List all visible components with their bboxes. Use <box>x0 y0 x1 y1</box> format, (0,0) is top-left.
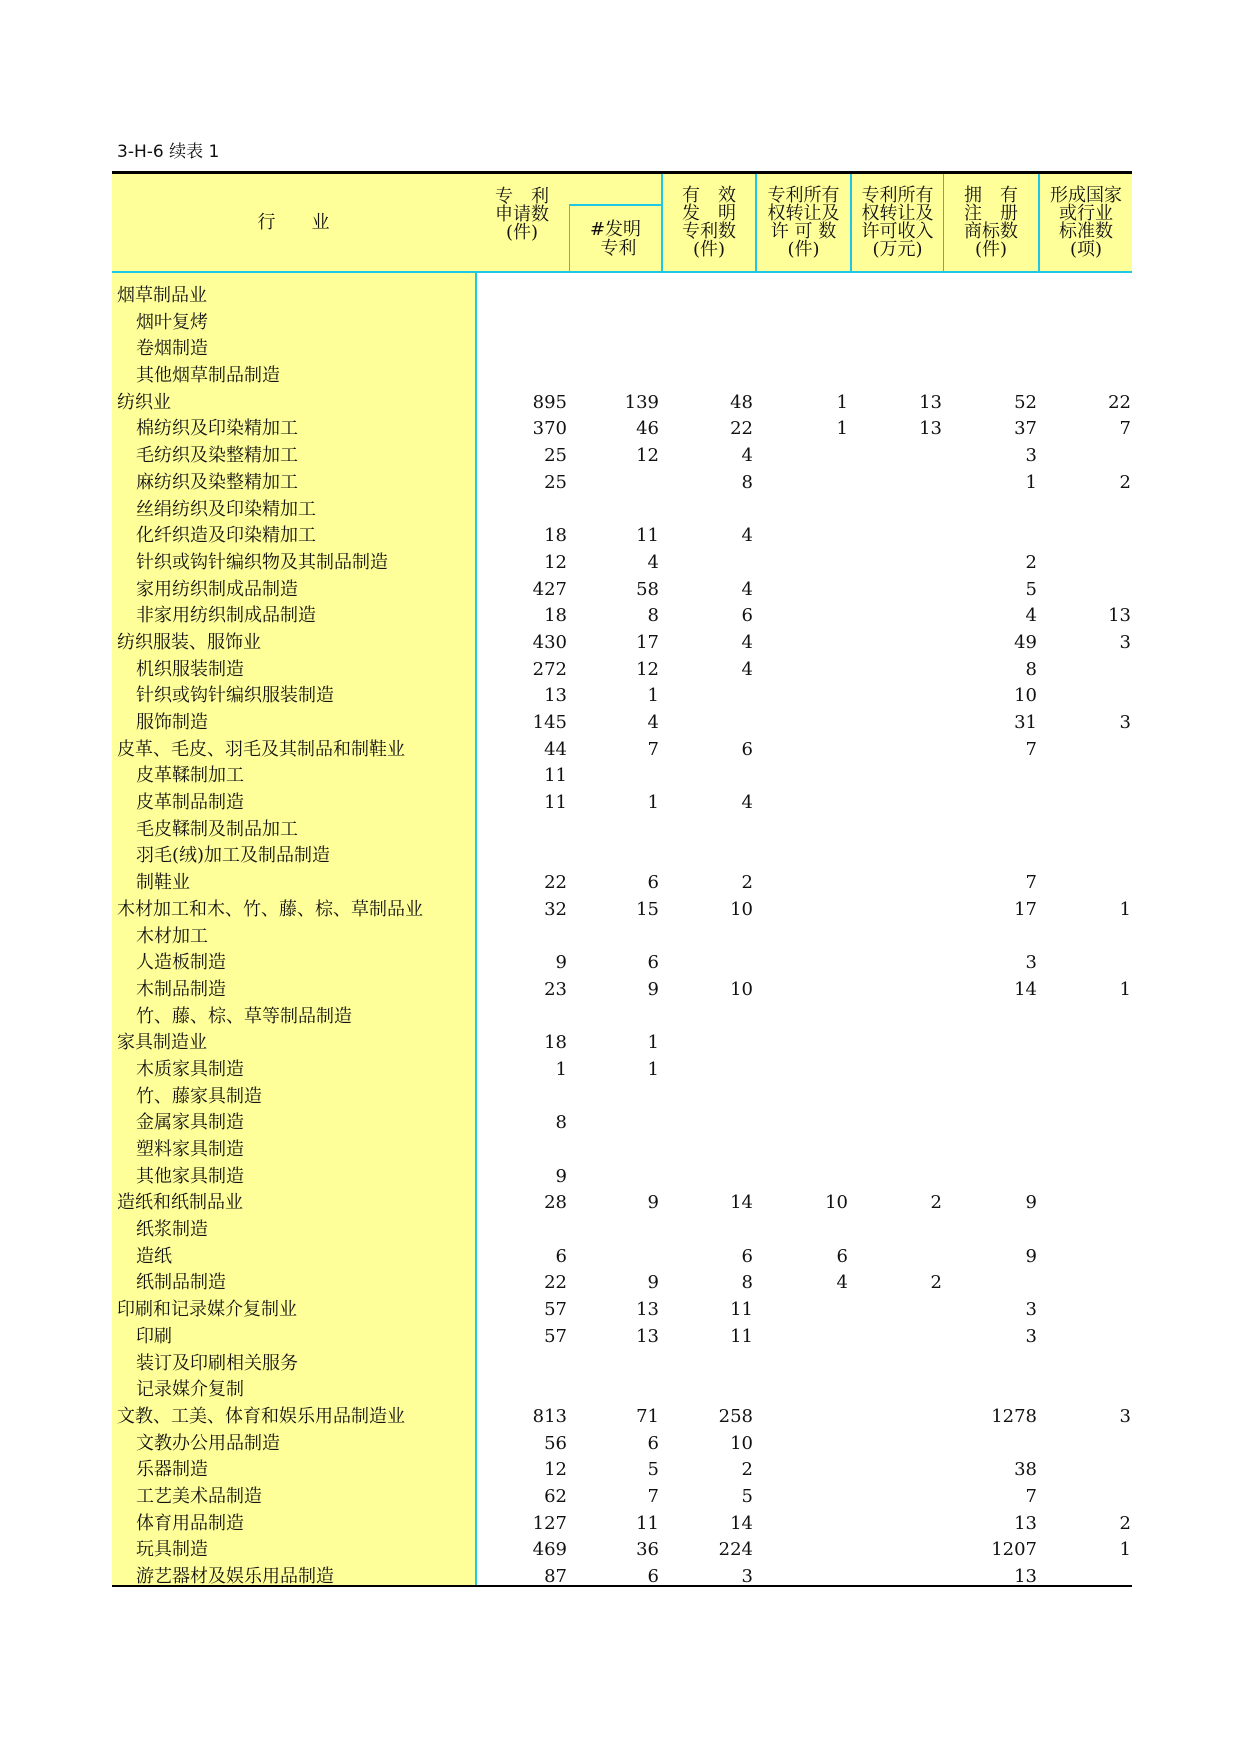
table-row <box>112 1297 1132 1324</box>
cell-valid-invention: 11 <box>730 1299 753 1321</box>
cell-valid-invention: 10 <box>730 1432 753 1454</box>
table-row <box>112 1324 1132 1351</box>
cell-trademarks: 14 <box>1014 978 1037 1000</box>
cell-valid-invention: 6 <box>741 738 753 760</box>
table-row <box>112 790 1132 817</box>
row-label: 体育用品制造 <box>136 1512 244 1534</box>
row-label: 机织服装制造 <box>136 658 244 680</box>
cell-standards: 2 <box>1119 1512 1131 1534</box>
header-applications: 专 利 申请数 (件) <box>495 186 549 243</box>
cell-transfer-count: 6 <box>836 1245 848 1267</box>
cell-applications: 12 <box>544 551 567 573</box>
cell-standards: 1 <box>1119 898 1131 920</box>
table-row <box>112 470 1132 497</box>
header-invention: #发明 专利 <box>569 204 661 271</box>
cell-applications: 13 <box>544 685 567 707</box>
row-label: 化纤织造及印染精加工 <box>136 525 316 547</box>
cell-invention: 58 <box>636 578 659 600</box>
table-row <box>112 1217 1132 1244</box>
cell-trademarks: 17 <box>1014 898 1037 920</box>
cell-invention: 12 <box>636 658 659 680</box>
cell-applications: 427 <box>532 578 567 600</box>
table-header <box>112 174 1132 273</box>
cell-applications: 9 <box>555 952 567 974</box>
header-industry: 行 业 <box>257 211 330 233</box>
table-body <box>112 283 1132 1591</box>
cell-trademarks: 13 <box>1014 1566 1037 1587</box>
table-row <box>112 657 1132 684</box>
table-row <box>112 1110 1132 1137</box>
row-label: 服饰制造 <box>136 712 208 733</box>
cell-applications: 813 <box>532 1405 567 1427</box>
cell-invention: 11 <box>636 1512 659 1534</box>
cell-trademarks: 8 <box>1025 658 1037 680</box>
cell-applications: 370 <box>532 418 567 440</box>
cell-invention: 8 <box>647 605 659 627</box>
cell-transfer-count: 1 <box>836 391 848 413</box>
table-row <box>112 1431 1132 1458</box>
table-row <box>112 817 1132 844</box>
table-row <box>112 497 1132 524</box>
cell-trademarks: 38 <box>1014 1459 1037 1481</box>
table-row <box>112 1511 1132 1538</box>
cell-valid-invention: 3 <box>741 1566 753 1587</box>
table-row <box>112 1244 1132 1271</box>
table-row <box>112 1564 1132 1591</box>
row-label: 制鞋业 <box>136 872 190 894</box>
table-row <box>112 950 1132 977</box>
cell-valid-invention: 22 <box>730 418 753 440</box>
table-row <box>112 1004 1132 1031</box>
cell-applications: 895 <box>532 391 567 413</box>
row-label: 游艺器材及娱乐用品制造 <box>136 1566 334 1587</box>
cell-invention: 6 <box>647 872 659 894</box>
row-label: 毛皮鞣制及制品加工 <box>136 818 298 840</box>
cell-applications: 6 <box>555 1245 567 1267</box>
cell-applications: 18 <box>544 1032 567 1054</box>
cell-applications: 44 <box>544 738 567 760</box>
row-label: 竹、藤、棕、草等制品制造 <box>136 1005 352 1027</box>
row-label: 其他烟草制品制造 <box>136 365 280 387</box>
row-label: 皮革鞣制加工 <box>136 765 244 787</box>
cell-valid-invention: 2 <box>741 1459 753 1481</box>
cell-invention: 36 <box>636 1539 659 1561</box>
cell-invention: 4 <box>647 551 659 573</box>
row-label: 烟叶复烤 <box>136 311 208 333</box>
table-row <box>112 737 1132 764</box>
row-label: 麻纺织及染整精加工 <box>136 471 298 493</box>
row-label: 造纸 <box>136 1245 172 1267</box>
cell-transfer-income: 2 <box>930 1192 942 1214</box>
row-label: 文教、工美、体育和娱乐用品制造业 <box>117 1405 405 1427</box>
table-row <box>112 390 1132 417</box>
table-row <box>112 870 1132 897</box>
cell-valid-invention: 4 <box>741 525 753 547</box>
cell-transfer-count: 10 <box>825 1192 848 1214</box>
row-label: 皮革制品制造 <box>136 792 244 814</box>
cell-trademarks: 31 <box>1014 712 1037 733</box>
cell-trademarks: 52 <box>1014 391 1037 413</box>
row-label: 文教办公用品制造 <box>136 1432 280 1454</box>
table-title: 3-H-6 续表 1 <box>117 142 220 162</box>
cell-applications: 28 <box>544 1192 567 1214</box>
cell-invention: 15 <box>636 898 659 920</box>
cell-trademarks: 7 <box>1025 738 1037 760</box>
cell-trademarks: 4 <box>1025 605 1037 627</box>
row-label: 木材加工 <box>136 925 208 947</box>
table-row <box>112 1377 1132 1404</box>
cell-invention: 7 <box>647 1485 659 1507</box>
cell-applications: 145 <box>532 712 567 733</box>
cell-valid-invention: 8 <box>741 1272 753 1294</box>
row-label: 卷烟制造 <box>136 338 208 360</box>
table-row <box>112 1057 1132 1084</box>
table-row <box>112 577 1132 604</box>
row-label: 烟草制品业 <box>117 285 207 306</box>
statistics-table <box>112 171 1132 1587</box>
cell-trademarks: 1207 <box>991 1539 1037 1561</box>
cell-standards: 3 <box>1119 631 1131 653</box>
cell-valid-invention: 6 <box>741 605 753 627</box>
header-trademarks: 拥 有 注 册 商标数 (件) <box>943 174 1038 271</box>
cell-valid-invention: 8 <box>741 471 753 493</box>
row-label: 非家用纺织制成品制造 <box>136 605 316 627</box>
row-label: 纸浆制造 <box>136 1219 208 1241</box>
table-row <box>112 1137 1132 1164</box>
table-row <box>112 683 1132 710</box>
cell-valid-invention: 4 <box>741 792 753 814</box>
table-row <box>112 550 1132 577</box>
cell-invention: 6 <box>647 1566 659 1587</box>
cell-applications: 18 <box>544 525 567 547</box>
cell-trademarks: 5 <box>1025 578 1037 600</box>
row-label: 棉纺织及印染精加工 <box>136 418 298 440</box>
row-label: 乐器制造 <box>136 1459 208 1481</box>
cell-standards: 2 <box>1119 471 1131 493</box>
cell-applications: 8 <box>555 1112 567 1134</box>
cell-invention: 12 <box>636 445 659 467</box>
cell-applications: 22 <box>544 872 567 894</box>
cell-trademarks: 9 <box>1025 1245 1037 1267</box>
row-label: 针织或钩针编织物及其制品制造 <box>136 551 388 573</box>
cell-trademarks: 49 <box>1014 631 1037 653</box>
cell-valid-invention: 5 <box>741 1485 753 1507</box>
row-label: 印刷 <box>136 1325 172 1347</box>
cell-invention: 17 <box>636 631 659 653</box>
cell-trademarks: 37 <box>1014 418 1037 440</box>
cell-standards: 1 <box>1119 1539 1131 1561</box>
cell-valid-invention: 14 <box>730 1512 753 1534</box>
cell-trademarks: 7 <box>1025 1485 1037 1507</box>
row-label: 皮革、毛皮、羽毛及其制品和制鞋业 <box>117 738 405 760</box>
cell-invention: 9 <box>647 978 659 1000</box>
row-label: 造纸和纸制品业 <box>117 1192 243 1214</box>
cell-valid-invention: 11 <box>730 1325 753 1347</box>
cell-trademarks: 3 <box>1025 1299 1037 1321</box>
header-transfer-count: 专利所有 权转让及 许 可 数 (件) <box>755 174 850 271</box>
cell-standards: 3 <box>1119 712 1131 733</box>
cell-standards: 22 <box>1108 391 1131 413</box>
cell-transfer-income: 13 <box>919 391 942 413</box>
cell-invention: 1 <box>647 792 659 814</box>
cell-valid-invention: 4 <box>741 658 753 680</box>
cell-applications: 23 <box>544 978 567 1000</box>
cell-invention: 6 <box>647 1432 659 1454</box>
cell-valid-invention: 14 <box>730 1192 753 1214</box>
cell-valid-invention: 10 <box>730 898 753 920</box>
cell-invention: 1 <box>647 1058 659 1080</box>
row-label: 丝绢纺织及印染精加工 <box>136 498 316 520</box>
table-row <box>112 1164 1132 1191</box>
cell-applications: 25 <box>544 471 567 493</box>
cell-trademarks: 10 <box>1014 685 1037 707</box>
row-label: 印刷和记录媒介复制业 <box>117 1299 297 1321</box>
cell-standards: 1 <box>1119 978 1131 1000</box>
cell-transfer-income: 2 <box>930 1272 942 1294</box>
cell-trademarks: 7 <box>1025 872 1037 894</box>
table-row <box>112 1537 1132 1564</box>
row-label: 竹、藤家具制造 <box>136 1085 262 1107</box>
cell-applications: 12 <box>544 1459 567 1481</box>
cell-valid-invention: 2 <box>741 872 753 894</box>
header-valid-invention: 有 效 发 明 专利数 (件) <box>661 174 755 271</box>
cell-invention: 71 <box>636 1405 659 1427</box>
cell-valid-invention: 224 <box>718 1539 753 1561</box>
row-label: 人造板制造 <box>136 952 226 974</box>
cell-transfer-income: 13 <box>919 418 942 440</box>
cell-applications: 430 <box>532 631 567 653</box>
cell-transfer-count: 4 <box>836 1272 848 1294</box>
table-row <box>112 1351 1132 1378</box>
table-row <box>112 416 1132 443</box>
cell-applications: 62 <box>544 1485 567 1507</box>
cell-invention: 11 <box>636 525 659 547</box>
cell-applications: 87 <box>544 1566 567 1587</box>
cell-applications: 9 <box>555 1165 567 1187</box>
table-row <box>112 336 1132 363</box>
row-label: 纺织服装、服饰业 <box>117 631 261 653</box>
cell-invention: 13 <box>636 1299 659 1321</box>
table-row <box>112 603 1132 630</box>
row-label: 纸制品制造 <box>136 1272 226 1294</box>
cell-applications: 57 <box>544 1325 567 1347</box>
cell-trademarks: 3 <box>1025 1325 1037 1347</box>
table-row <box>112 1190 1132 1217</box>
table-row <box>112 523 1132 550</box>
table-row <box>112 897 1132 924</box>
row-label: 金属家具制造 <box>136 1112 244 1134</box>
row-label: 毛纺织及染整精加工 <box>136 445 298 467</box>
cell-applications: 11 <box>544 792 567 814</box>
table-row <box>112 977 1132 1004</box>
table-row <box>112 710 1132 737</box>
table-row <box>112 1484 1132 1511</box>
table-row <box>112 310 1132 337</box>
cell-applications: 18 <box>544 605 567 627</box>
table-row <box>112 1457 1132 1484</box>
row-label: 装订及印刷相关服务 <box>136 1352 298 1374</box>
cell-invention: 5 <box>647 1459 659 1481</box>
table-row <box>112 363 1132 390</box>
cell-applications: 57 <box>544 1299 567 1321</box>
cell-invention: 1 <box>647 685 659 707</box>
cell-valid-invention: 4 <box>741 578 753 600</box>
cell-invention: 13 <box>636 1325 659 1347</box>
cell-valid-invention: 258 <box>718 1405 753 1427</box>
cell-valid-invention: 4 <box>741 631 753 653</box>
row-label: 工艺美术品制造 <box>136 1485 262 1507</box>
table-row <box>112 443 1132 470</box>
table-row <box>112 924 1132 951</box>
cell-applications: 272 <box>532 658 567 680</box>
cell-applications: 1 <box>555 1058 567 1080</box>
cell-invention: 6 <box>647 952 659 974</box>
cell-applications: 25 <box>544 445 567 467</box>
row-label: 木质家具制造 <box>136 1058 244 1080</box>
cell-invention: 4 <box>647 712 659 733</box>
table-row <box>112 1404 1132 1431</box>
cell-applications: 22 <box>544 1272 567 1294</box>
cell-standards: 7 <box>1119 418 1131 440</box>
cell-invention: 9 <box>647 1192 659 1214</box>
table-row <box>112 763 1132 790</box>
table-row <box>112 630 1132 657</box>
header-transfer-income: 专利所有 权转让及 许可收入 (万元) <box>850 174 943 271</box>
cell-trademarks: 2 <box>1025 551 1037 573</box>
table-row <box>112 1270 1132 1297</box>
cell-valid-invention: 4 <box>741 445 753 467</box>
table-row <box>112 1030 1132 1057</box>
cell-applications: 469 <box>532 1539 567 1561</box>
row-label: 玩具制造 <box>136 1539 208 1561</box>
row-label: 木材加工和木、竹、藤、棕、草制品业 <box>117 898 423 920</box>
row-label: 纺织业 <box>117 391 171 413</box>
row-label: 针织或钩针编织服装制造 <box>136 685 334 707</box>
cell-trademarks: 1278 <box>991 1405 1037 1427</box>
row-label: 其他家具制造 <box>136 1165 244 1187</box>
header-standards: 形成国家 或行业 标准数 (项) <box>1038 174 1132 271</box>
cell-invention: 1 <box>647 1032 659 1054</box>
cell-trademarks: 9 <box>1025 1192 1037 1214</box>
cell-invention: 46 <box>636 418 659 440</box>
cell-trademarks: 3 <box>1025 445 1037 467</box>
cell-transfer-count: 1 <box>836 418 848 440</box>
cell-invention: 9 <box>647 1272 659 1294</box>
row-label: 塑料家具制造 <box>136 1139 244 1160</box>
cell-applications: 32 <box>544 898 567 920</box>
row-label: 木制品制造 <box>136 978 226 1000</box>
cell-invention: 139 <box>624 391 659 413</box>
cell-valid-invention: 6 <box>741 1245 753 1267</box>
cell-applications: 56 <box>544 1432 567 1454</box>
table-row <box>112 1084 1132 1111</box>
cell-standards: 3 <box>1119 1405 1131 1427</box>
cell-trademarks: 1 <box>1025 471 1037 493</box>
cell-trademarks: 13 <box>1014 1512 1037 1534</box>
cell-applications: 11 <box>544 765 567 787</box>
cell-valid-invention: 48 <box>730 391 753 413</box>
cell-valid-invention: 10 <box>730 978 753 1000</box>
row-label: 羽毛(绒)加工及制品制造 <box>136 845 331 867</box>
table-row <box>112 843 1132 870</box>
row-label: 家具制造业 <box>117 1032 207 1054</box>
table-row <box>112 283 1132 310</box>
row-label: 家用纺织制成品制造 <box>136 578 298 600</box>
cell-invention: 7 <box>647 738 659 760</box>
cell-trademarks: 3 <box>1025 952 1037 974</box>
row-label: 记录媒介复制 <box>136 1379 244 1401</box>
cell-applications: 127 <box>532 1512 567 1534</box>
cell-standards: 13 <box>1108 605 1131 627</box>
